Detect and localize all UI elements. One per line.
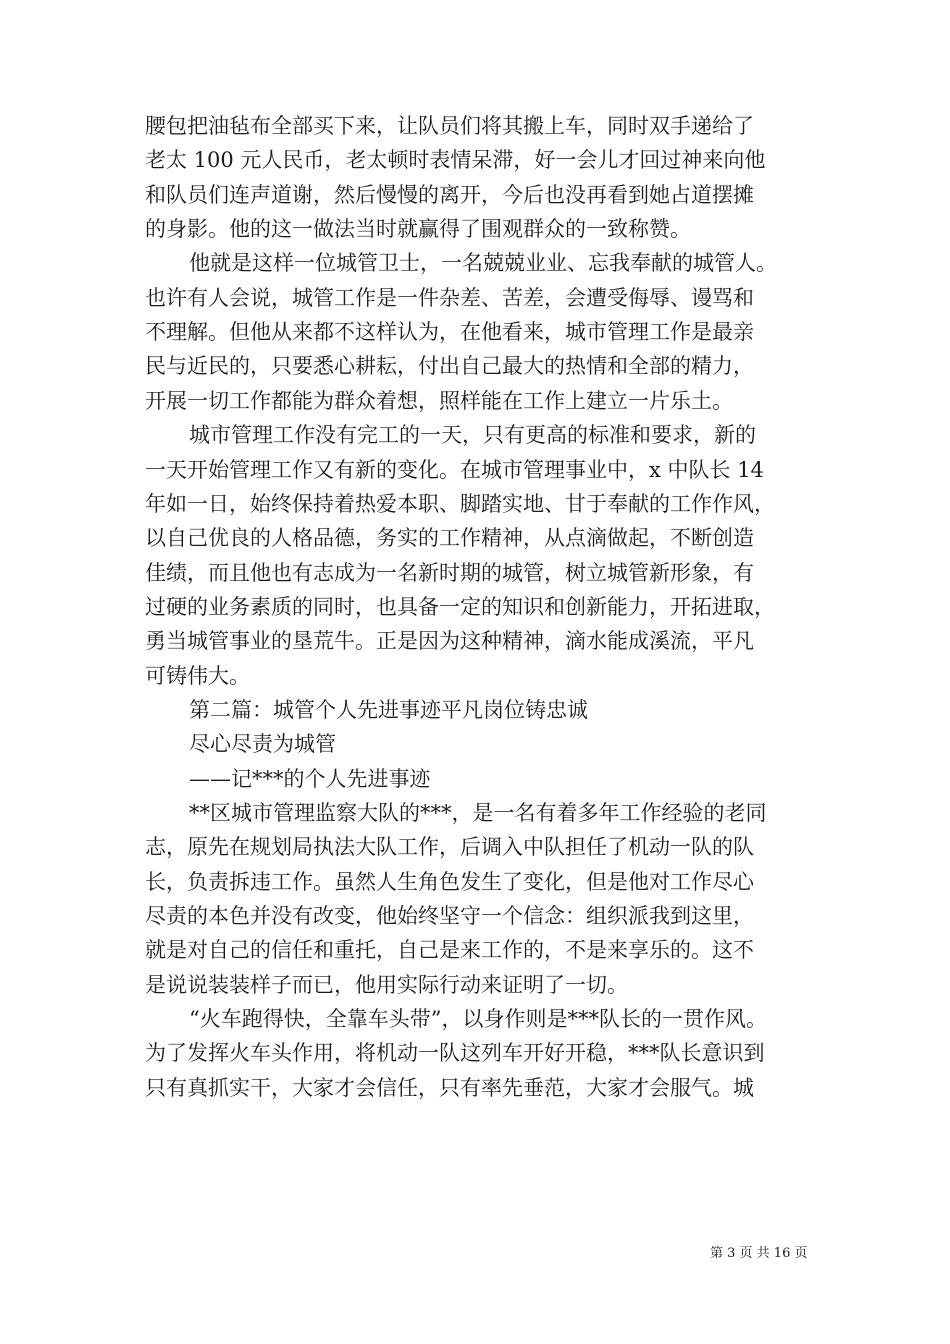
text-line: 长，负责拆违工作。虽然人生角色发生了变化，但是他对工作尽心: [145, 869, 754, 894]
text-line: “火车跑得快，全靠车头带”，以身作则是***队长的一贯作风。: [189, 1007, 767, 1032]
text-line: 过硬的业务素质的同时，也具备一定的知识和创新能力，开拓进取，: [145, 594, 775, 619]
text-line: ——记***的个人先进事迹: [189, 766, 431, 791]
text-line: 城市管理工作没有完工的一天，只有更高的标准和要求，新的: [189, 423, 756, 448]
text-line: 佳绩，而且他也有志成为一名新时期的城管，树立城管新形象，有: [145, 560, 754, 585]
text-line: 以自己优良的人格品德，务实的工作精神，从点滴做起，不断创造: [145, 526, 754, 551]
text-line: 第二篇：城管个人先进事迹平凡岗位铸忠诚: [189, 697, 588, 722]
text-line: 是说说装装样子而已，他用实际行动来证明了一切。: [145, 972, 628, 997]
text-line: 可铸伟大。: [145, 663, 250, 688]
text-line: 一天开始管理工作又有新的变化。在城市管理事业中，x 中队长 14: [145, 457, 764, 482]
text-line: **区城市管理监察大队的***，是一名有着多年工作经验的老同: [189, 801, 767, 825]
text-line: 只有真抓实干，大家才会信任，只有率先垂范，大家才会服气。城: [145, 1075, 754, 1100]
text-line: 勇当城管事业的垦荒牛。正是因为这种精神，滴水能成溪流，平凡: [145, 629, 754, 654]
text-line: 尽心尽责为城管: [189, 732, 336, 757]
text-line: 腰包把油毡布全部买下来，让队员们将其搬上车，同时双手递给了: [145, 114, 754, 138]
text-line: 的身影。他的这一做法当时就赢得了围观群众的一致称赞。: [145, 217, 691, 242]
text-line: 为了发挥火车头作用，将机动一队这列车开好开稳，***队长意识到: [145, 1041, 765, 1066]
text-line: 尽责的本色并没有改变，他始终坚守一个信念：组织派我到这里，: [145, 904, 754, 929]
text-line: 就是对自己的信任和重托，自己是来工作的，不是来享乐的。这不: [145, 938, 754, 963]
page-footer: 第 3 页 共 16 页: [710, 1246, 808, 1261]
text-line: 和队员们连声道谢，然后慢慢的离开，今后也没再看到她占道摆摊: [145, 182, 754, 207]
text-line: 也许有人会说，城管工作是一件杂差、苦差，会遭受侮辱、谩骂和: [145, 285, 754, 310]
text-line: 不理解。但他从来都不这样认为，在他看来，城市管理工作是最亲: [145, 320, 754, 345]
text-line: 民与近民的，只要悉心耕耘，付出自己最大的热情和全部的精力，: [145, 354, 754, 379]
text-line: 开展一切工作都能为群众着想，照样能在工作上建立一片乐土。: [145, 388, 733, 413]
text-line: 他就是这样一位城管卫士，一名兢兢业业、忘我奉献的城管人。: [189, 251, 777, 276]
text-line: 老太 100 元人民币，老太顿时表情呆滞，好一会儿才回过神来向他: [145, 148, 766, 173]
text-line: 志，原先在规划局执法大队工作，后调入中队担任了机动一队的队: [145, 835, 754, 860]
text-line: 年如一日，始终保持着热爱本职、脚踏实地、甘于奉献的工作作风，: [145, 491, 775, 516]
